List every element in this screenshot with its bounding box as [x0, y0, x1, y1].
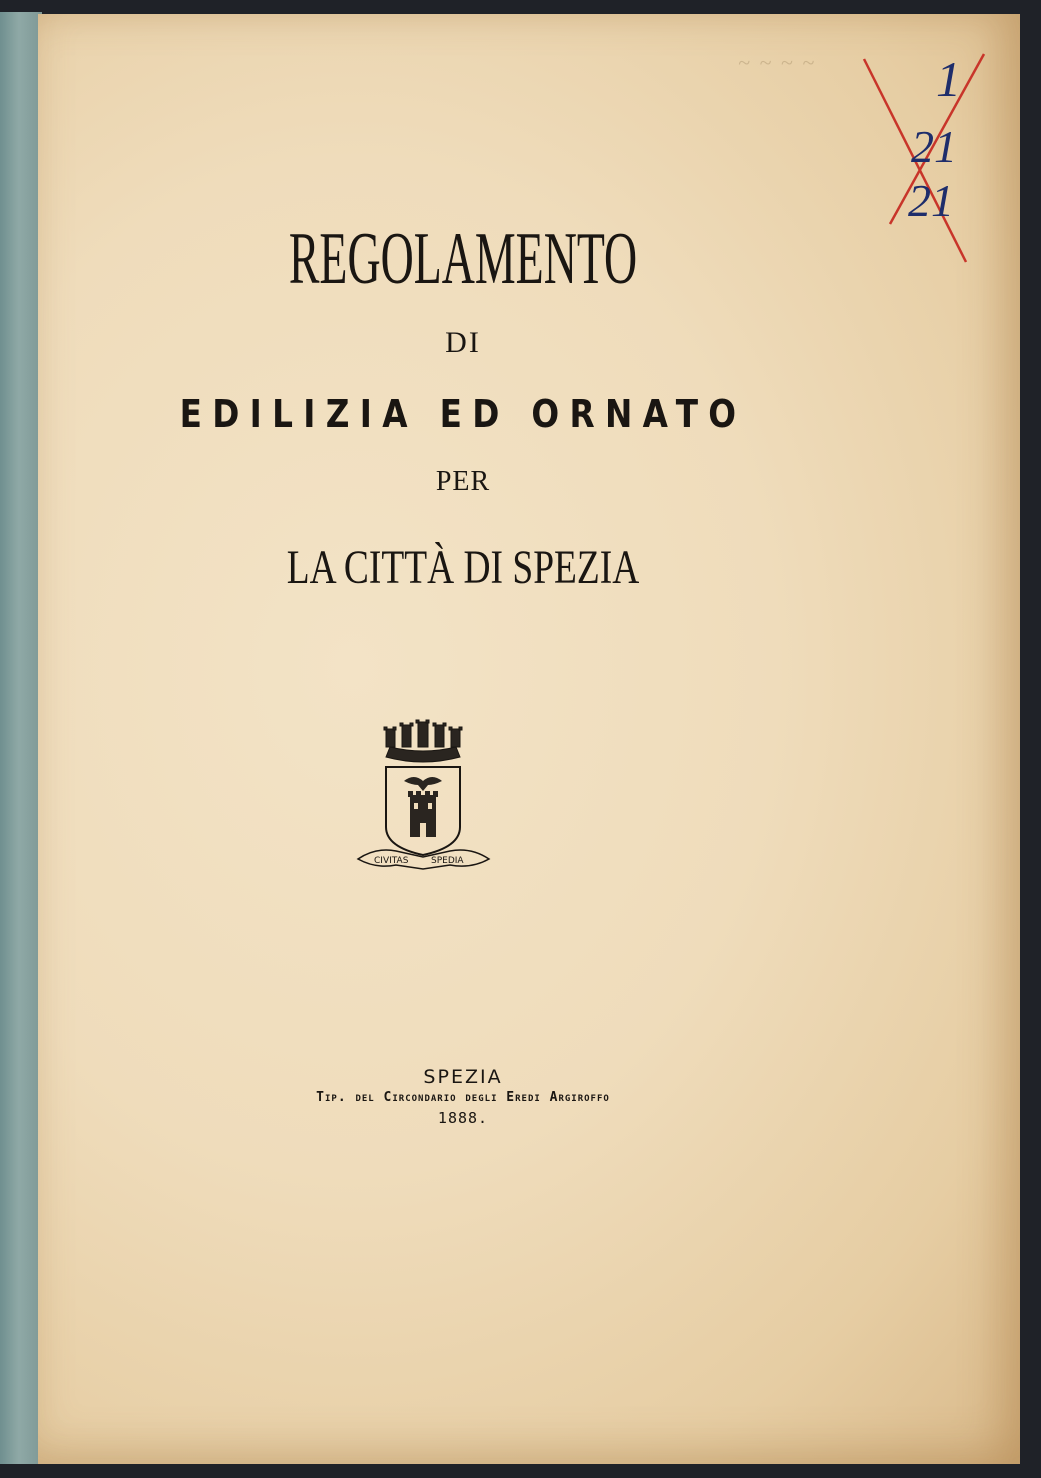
motto-left: CIVITAS	[374, 856, 409, 866]
shelfmark-line-3: 21	[908, 175, 954, 226]
title-page	[38, 14, 1020, 1464]
cover-spine	[0, 12, 42, 1464]
motto-right: SPEDIA	[431, 856, 464, 866]
faint-handwriting: ~ ~ ~ ~	[738, 50, 817, 75]
shelfmark-annotation	[856, 34, 1006, 264]
city-name: LA CITTÀ DI SPEZIA	[286, 541, 640, 594]
connector-di: DI	[445, 326, 481, 359]
city-coat-of-arms-emblem	[356, 719, 491, 874]
connector-per: PER	[435, 466, 491, 497]
printer-name: Tip. del Circondario degli Eredi Argiroffo	[316, 1090, 610, 1105]
page-subtitle: EDILIZIA ED ORNATO	[179, 392, 747, 436]
eagle-icon	[404, 777, 442, 791]
publication-year: 1888.	[437, 1109, 489, 1127]
shelfmark-line-2: 21	[911, 121, 957, 172]
publication-place: SPEZIA	[423, 1066, 503, 1088]
shelfmark-line-1: 1	[936, 51, 961, 107]
page-title: REGOLAMENTO	[288, 218, 638, 300]
mural-crown-icon	[384, 720, 462, 762]
